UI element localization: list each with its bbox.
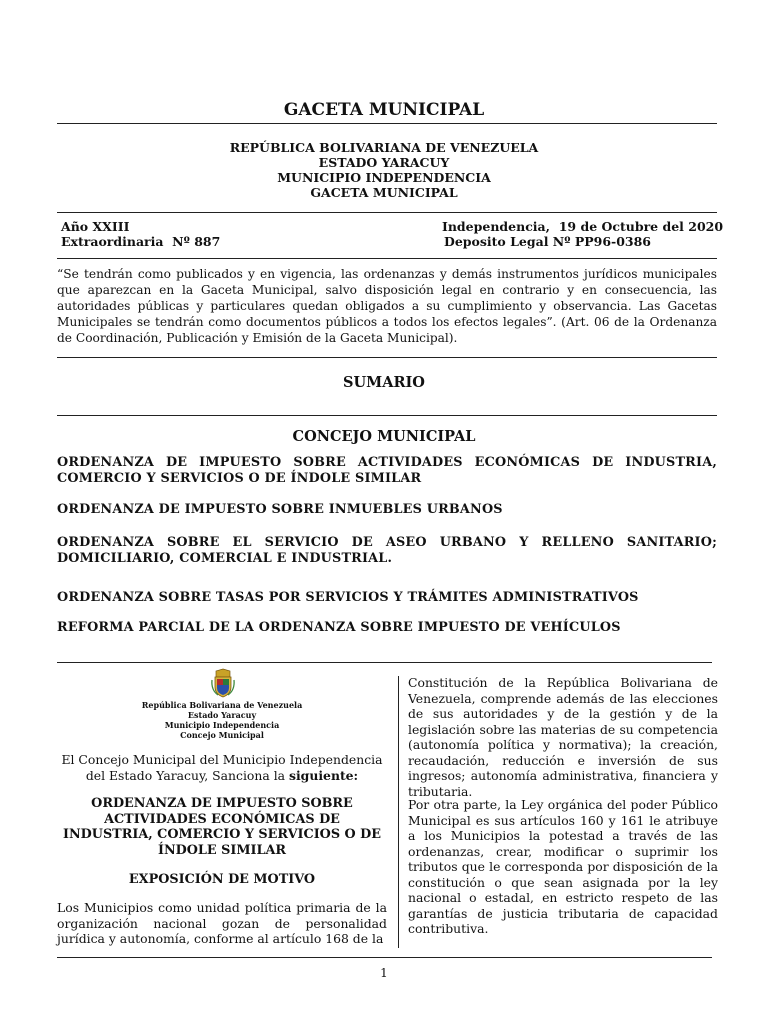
ordinance-title: ORDENANZA DE IMPUESTO SOBRE ACTIVIDADES ECONÓMICAS DE INDUSTRIA, COMERCIO Y SERVICIOS O DE ÍNDOLE SIMILAR bbox=[63, 796, 381, 858]
gazette-edition: Extraordinaria Nº 887 bbox=[61, 234, 221, 249]
exposition-text: Los Municipios como unidad política primaria de la organización nacional gozan de personalidad jurídica y autonomía, conforme al artículo 168 de la bbox=[57, 900, 387, 946]
divider bbox=[57, 662, 712, 663]
divider bbox=[57, 258, 717, 259]
gazette-year: Año XXIII bbox=[61, 219, 130, 234]
gazette-place-date: Independencia, 19 de Octubre del 2020 bbox=[442, 219, 724, 234]
divider bbox=[57, 357, 717, 358]
page-number: 1 bbox=[380, 966, 388, 980]
council-intro-text: El Concejo Municipal del Municipio Independencia del Estado Yaracuy, Sanciona la bbox=[61, 752, 383, 783]
seal-caption-state: Estado Yaracuy bbox=[187, 710, 257, 720]
seal-caption-council: Concejo Municipal bbox=[180, 730, 264, 740]
header-municipality: MUNICIPIO INDEPENDENCIA bbox=[277, 170, 491, 185]
divider bbox=[57, 123, 717, 124]
seal-caption-country: República Bolivariana de Venezuela bbox=[141, 700, 303, 710]
summary-item: ORDENANZA SOBRE EL SERVICIO DE ASEO URBANO Y RELLENO SANITARIO; DOMICILIARIO, COMERCIAL E INDUSTRIAL. bbox=[57, 535, 717, 566]
gazette-legal-quote: “Se tendrán como publicados y en vigencia, las ordenanzas y demás instrumentos jurídicos municipales que aparezcan en la Gaceta Municipal, salvo disposición legal en contrario y en consecuencia, las autoridades públicas y particulares quedan obligados a su cumplimiento y observancia. Las Gacetas Municipales se tendrán como documentos públicos a todos los efectos legales”. (Art. 06 de la Ordenanza de Coordinación, Publicación y Emisión de la Gaceta Municipal). bbox=[57, 267, 717, 345]
gazette-legal-deposit: Deposito Legal Nº PP96-0386 bbox=[444, 234, 652, 249]
column-divider bbox=[398, 676, 399, 948]
council-intro-bold: siguiente: bbox=[289, 767, 359, 783]
summary-section: CONCEJO MUNICIPAL bbox=[292, 428, 476, 445]
council-intro bbox=[57, 752, 387, 783]
divider bbox=[57, 957, 712, 958]
summary-item: REFORMA PARCIAL DE LA ORDENANZA SOBRE IMPUESTO DE VEHÍCULOS bbox=[57, 620, 621, 635]
municipal-seal-icon bbox=[210, 668, 236, 698]
divider bbox=[57, 212, 717, 213]
right-paragraph-2: Por otra parte, la Ley orgánica del poder Público Municipal es sus artículos 160 y 161 le atribuye a los Municipios la potestad a través de las ordenanzas, crear, modificar o suprimir los tributos que le corresponda por disposición de la constitución o que sean asignada por la ley nacional o estadal, en estricto respeto de las garantías de justicia tributaria de capacidad contributiva. bbox=[408, 797, 718, 936]
right-paragraph-1: Constitución de la República Bolivariana de Venezuela, comprende además de las elecciones de sus autoridades y de la gestión y de la legislación sobre las materias de su competencia (autonomía política y normativa); la creación, recaudación, reducción e inversión de sus ingresos; autonomía administrativa, financiera y tributaria. bbox=[408, 675, 718, 799]
gazette-title: GACETA MUNICIPAL bbox=[283, 100, 485, 120]
exposition-title: EXPOSICIÓN DE MOTIVO bbox=[128, 872, 316, 887]
header-state: ESTADO YARACUY bbox=[318, 155, 450, 170]
summary-title: SUMARIO bbox=[343, 374, 425, 391]
divider bbox=[57, 415, 717, 416]
summary-item: ORDENANZA SOBRE TASAS POR SERVICIOS Y TRÁMITES ADMINISTRATIVOS bbox=[57, 590, 639, 605]
summary-item: ORDENANZA DE IMPUESTO SOBRE INMUEBLES URBANOS bbox=[57, 502, 503, 517]
header-country: REPÚBLICA BOLIVARIANA DE VENEZUELA bbox=[229, 140, 539, 155]
summary-item: ORDENANZA DE IMPUESTO SOBRE ACTIVIDADES ECONÓMICAS DE INDUSTRIA, COMERCIO Y SERVICIOS O DE ÍNDOLE SIMILAR bbox=[57, 455, 717, 486]
seal-caption-municipality: Municipio Independencia bbox=[164, 720, 280, 730]
header-gazette: GACETA MUNICIPAL bbox=[310, 185, 458, 200]
